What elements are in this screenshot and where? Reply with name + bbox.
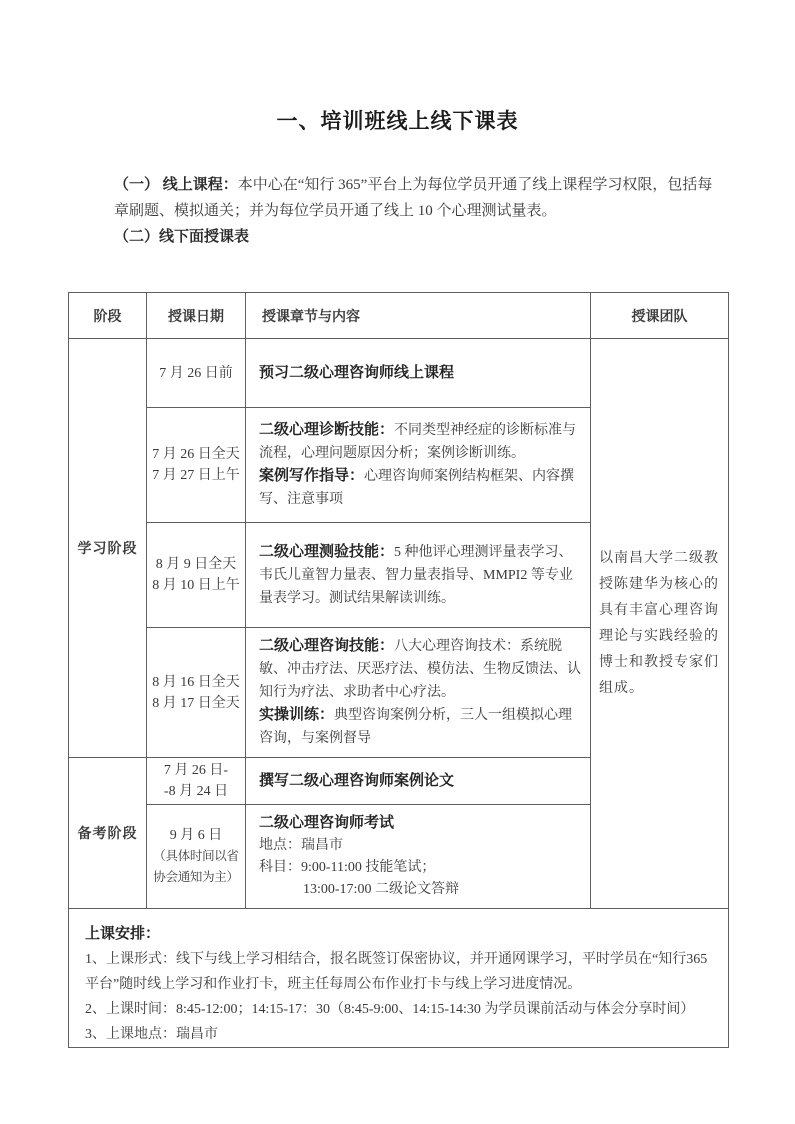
- exam-line: 科目：9:00-11:00 技能笔试；: [259, 860, 436, 875]
- content-text: 不同类型神经症的诊断标准与流程，心理问题原因分析；案例诊断训练。: [259, 423, 577, 461]
- schedule-table: [68, 292, 729, 1048]
- date-cell: [147, 628, 246, 758]
- intro-section: [114, 172, 724, 250]
- date-line: 8 月 16 日全天: [152, 674, 240, 690]
- content-lead: 二级心理咨询技能：: [259, 638, 395, 654]
- content-lead: 实操训练：: [259, 707, 335, 723]
- date-cell: [147, 339, 246, 408]
- content-title: 撰写二级心理咨询师案例论文: [259, 772, 455, 789]
- intro-paragraph-offline: （二）线下面授课表: [114, 229, 250, 245]
- content-lead: 案例写作指导：: [259, 468, 365, 484]
- content-cell: [246, 805, 591, 909]
- date-line: 9 月 6 日: [169, 828, 223, 843]
- content-lead: 二级心理诊断技能：: [259, 422, 395, 438]
- stage-cell-study: 学习阶段: [69, 339, 147, 758]
- date-cell: [147, 408, 246, 523]
- content-cell: [246, 339, 591, 408]
- exam-title: 二级心理咨询师考试: [259, 815, 395, 831]
- content-text: 心理咨询师案例结构框架、内容撰写、注意事项: [259, 469, 575, 507]
- notes-title: 上课安排：: [85, 926, 161, 942]
- date-line: 7 月 27 日上午: [152, 468, 240, 483]
- table-row: [69, 339, 729, 408]
- date-line: 8 月 17 日全天: [152, 695, 240, 711]
- date-line: 7 月 26 日-: [163, 763, 229, 778]
- date-cell: [147, 523, 246, 628]
- content-paragraph: [259, 419, 582, 465]
- content-cell: [246, 523, 591, 628]
- content-text: 典型咨询案例分析，三人一组模拟心理咨询，与案例督导: [259, 708, 573, 746]
- table-header-row: [69, 293, 729, 339]
- content-cell: [246, 628, 591, 758]
- date-line: 协会通知为主）: [153, 870, 239, 884]
- content-paragraph: [259, 541, 582, 610]
- date-line: 7 月 26 日全天: [152, 447, 240, 462]
- notes-item: 2、上课时间：8:45-12:00；14:15-17：30（8:45-9:00、14:15-14:30 为学员课前活动与体会分享时间）: [85, 1002, 695, 1017]
- header-cell-date: 授课日期: [147, 293, 246, 339]
- notes-cell: [69, 909, 729, 1048]
- page-title: 一、培训班线上线下课表: [276, 109, 519, 133]
- intro-paragraph-lead: （一） 线上课程：: [114, 177, 238, 193]
- date-line: （具体时间以省: [153, 849, 239, 863]
- intro-paragraph-online: [114, 172, 724, 224]
- notes-item: 1、上课形式：线下与线上学习相结合，报名既签订保密协议，并开通网课学习，平时学员在“知行365平台”随时线上学习和作业打卡，班主任每周公布作业打卡与线上学习进度情况。: [85, 952, 708, 992]
- content-text: 八大心理咨询技术：系统脱敏、冲击疗法、厌恶疗法、模仿法、生物反馈法、认知行为疗法、求助者中心疗法。: [259, 639, 581, 700]
- date-line: 8 月 9 日全天: [155, 557, 237, 572]
- content-title: 预习二级心理咨询师线上课程: [259, 364, 455, 381]
- date-cell: [147, 758, 246, 805]
- date-line: 8 月 10 日上午: [152, 578, 240, 593]
- notes-item: 3、上课地点：瑞昌市: [85, 1027, 218, 1042]
- content-lead: 二级心理测验技能：: [259, 543, 395, 560]
- content-text: 5 种他评心理测评量表学习、韦氏儿童智力量表、智力量表指导、MMPI2 等专业量表学习。测试结果解读训练。: [259, 544, 573, 606]
- content-cell: [246, 758, 591, 805]
- header-cell-content: 授课章节与内容: [246, 293, 591, 339]
- content-cell: [246, 408, 591, 523]
- content-paragraph: [259, 704, 582, 750]
- notes-row: [69, 909, 729, 1048]
- date-line: -8 月 24 日: [163, 784, 229, 799]
- date-cell: [147, 805, 246, 909]
- team-cell: 以南昌大学二级教授陈建华为核心的具有丰富心理咨询理论与实践经验的博士和教授专家们组成。: [591, 339, 729, 909]
- content-paragraph: [259, 465, 582, 511]
- exam-line: 地点：瑞昌市: [259, 838, 343, 853]
- header-cell-stage: 阶段: [69, 293, 147, 339]
- content-paragraph: [259, 635, 582, 704]
- stage-cell-prepare: 备考阶段: [69, 758, 147, 909]
- intro-paragraph-body: 本中心在“知行 365”平台上为每位学员开通了线上课程学习权限，包括每章刷题、模拟通关；并为每位学员开通了线上 10 个心理测试量表。: [114, 177, 713, 219]
- exam-line: 13:00-17:00 二级论文答辩: [303, 882, 459, 897]
- date-line: 7 月 26 日前: [159, 365, 233, 381]
- header-cell-team: 授课团队: [591, 293, 729, 339]
